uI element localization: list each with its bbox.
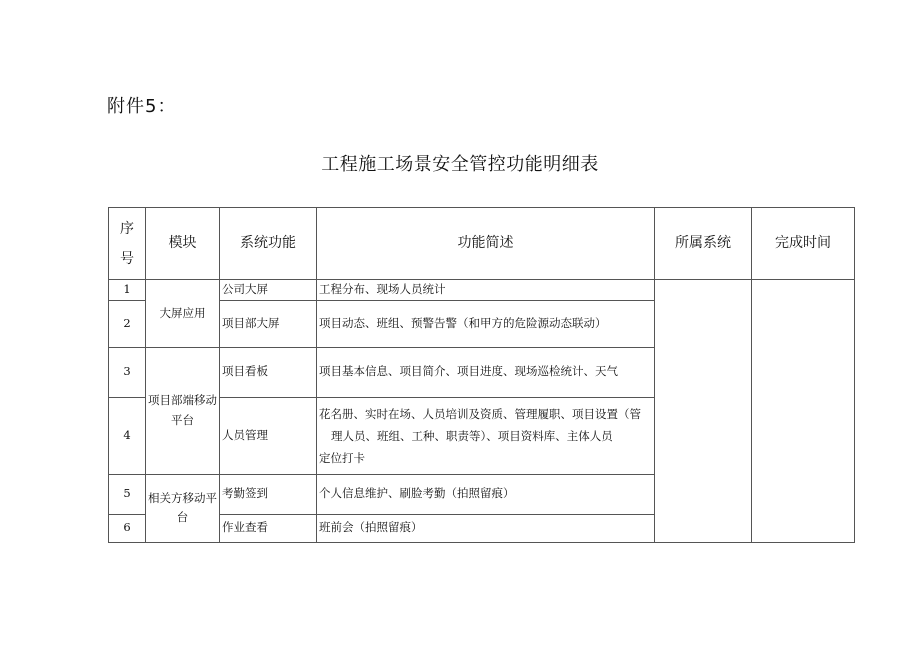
row-description: 项目动态、班组、预警告警（和甲方的危险源动态联动） — [317, 300, 655, 347]
row-seq: 1 — [109, 280, 146, 301]
row-function: 作业查看 — [220, 514, 317, 542]
module-name-line2: 台 — [176, 510, 189, 525]
header-seq — [109, 208, 146, 280]
module-cell: 大屏应用 — [146, 280, 220, 348]
header-time: 完成时间 — [752, 208, 855, 280]
module-cell — [146, 347, 220, 474]
row-description: 项目基本信息、项目简介、项目进度、现场巡检统计、天气 — [317, 347, 655, 397]
row-seq: 3 — [109, 347, 146, 397]
table-header-row — [109, 208, 855, 280]
row-description: 个人信息维护、刷脸考勤（拍照留痕） — [317, 474, 655, 514]
module-name-line1: 项目部端移动 — [148, 393, 217, 407]
row-seq: 4 — [109, 397, 146, 474]
row-seq: 2 — [109, 300, 146, 347]
row-seq: 5 — [109, 474, 146, 514]
row-function: 考勤签到 — [220, 474, 317, 514]
header-seq-line1: 序 — [120, 220, 134, 237]
attachment-label: 附件5： — [107, 96, 177, 117]
row-description — [317, 397, 655, 474]
header-function: 系统功能 — [220, 208, 317, 280]
row-function: 项目部大屏 — [220, 300, 317, 347]
row-description: 班前会（拍照留痕） — [317, 514, 655, 542]
system-cell — [655, 280, 752, 543]
description-line2: 理人员、班组、工种、职责等）、项目资料库、主体人员 — [331, 428, 613, 443]
header-module: 模块 — [146, 208, 220, 280]
header-seq-line2: 号 — [120, 250, 134, 267]
description-line1: 花名册、实时在场、人员培训及资质、管理履职、项目设置（管 — [319, 406, 641, 421]
header-description: 功能简述 — [317, 208, 655, 280]
row-function: 项目看板 — [220, 347, 317, 397]
function-detail-table — [108, 207, 855, 543]
description-line3: 定位打卡 — [319, 450, 365, 465]
document-title: 工程施工场景安全管控功能明细表 — [321, 154, 599, 175]
row-function: 公司大屏 — [220, 280, 317, 301]
row-function: 人员管理 — [220, 397, 317, 474]
module-cell — [146, 474, 220, 542]
row-description: 工程分布、现场人员统计 — [317, 280, 655, 301]
module-name-line2: 平台 — [171, 412, 194, 427]
module-name-line1: 相关方移动平 — [148, 490, 217, 505]
table-row — [109, 280, 855, 301]
row-seq: 6 — [109, 514, 146, 542]
time-cell — [752, 280, 855, 543]
header-system: 所属系统 — [655, 208, 752, 280]
